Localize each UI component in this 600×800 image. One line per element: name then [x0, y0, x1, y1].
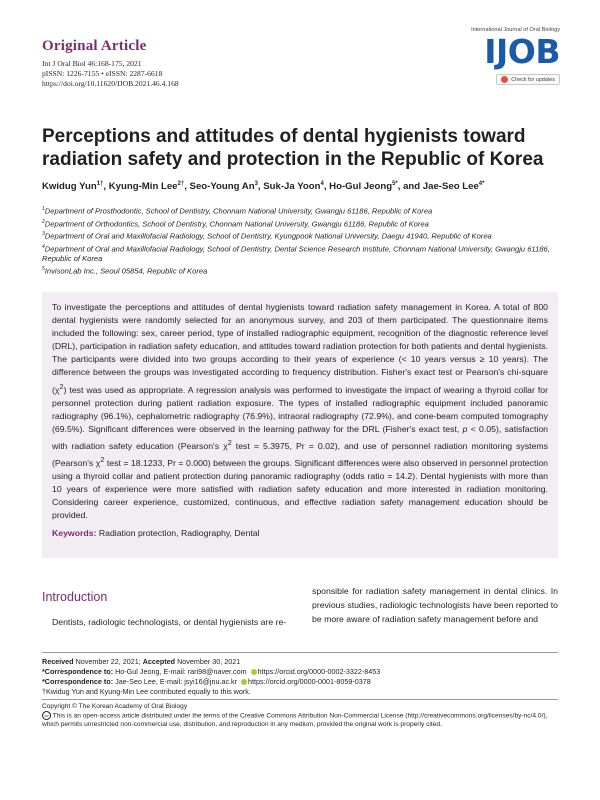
citation: Int J Oral Biol 46:168-175, 2021: [42, 59, 142, 68]
author-sup: 4*: [478, 181, 485, 187]
license-note: [42, 711, 558, 729]
correspondence-contact: Jae-Seo Lee, E-mail: jsyi16@jnu.ac.kr: [115, 677, 238, 686]
footer-divider: [42, 699, 558, 700]
affiliation: [42, 242, 562, 265]
doi-link[interactable]: https://doi.org/10.11620/IJOB.2021.46.4.168: [42, 79, 179, 88]
check-updates-label: Check for updates: [511, 76, 555, 83]
author-sup: 4: [320, 181, 324, 187]
correspondence-label: *Correspondence to:: [42, 677, 114, 686]
journal-branding: [460, 27, 560, 88]
license-text: This is an open-access article distributed under the terms of the Creative Commons Attribution Non-Commercial License (http://creativecommons.org/licenses/by-nc/4.0/), which permits unrestricted non-commercial use, distribution, and reproduction in any medium, provided the original work is properly cited.: [42, 712, 548, 729]
dates-line: [42, 657, 558, 667]
equal-contribution-note: †Kwidug Yun and Kyung-Min Lee contributed equally to this work.: [42, 687, 251, 696]
author: Kwidug Yun: [42, 181, 97, 193]
author: Jae-Seo Lee: [422, 181, 479, 193]
creative-commons-icon: cc: [42, 711, 51, 720]
abstract-box: [42, 292, 558, 558]
article-title: Perceptions and attitudes of dental hygienists toward radiation safety and protection in the Republic of Korea: [42, 126, 544, 170]
author: Seo-Young An: [189, 181, 255, 193]
correspondence-contact: Ho-Gul Jeong, E-mail: rari98@naver.com: [115, 667, 247, 676]
affiliation-sup: 2: [42, 218, 45, 225]
affiliation: [42, 217, 562, 230]
affiliation: [42, 229, 562, 242]
journal-name: International Journal of Oral Biology: [471, 27, 560, 33]
keywords: [52, 528, 548, 538]
introduction-heading: Introduction: [42, 590, 108, 604]
received-label: Received: [42, 657, 74, 666]
check-updates-icon: [501, 76, 508, 83]
author: Ho-Gul Jeong: [329, 181, 393, 193]
citation-block: [42, 59, 179, 89]
accepted-date: November 30, 2021: [177, 657, 241, 666]
chi-sup: 2: [100, 454, 105, 464]
header-left: [42, 38, 179, 89]
abstract-part: test = 5.3975, Pr = 0.02), and use of personnel radiation monitoring systems (Pearson's: [52, 440, 549, 468]
journal-logo: IJOB: [484, 32, 560, 71]
chi-sup: 2: [59, 381, 64, 391]
orcid-icon: [251, 669, 257, 675]
author-sup: 1†: [96, 181, 104, 187]
chi-symbol: χ: [223, 440, 228, 451]
affiliation-sup: 4: [42, 243, 45, 250]
p-symbol: p: [462, 423, 468, 434]
abstract-text: [52, 301, 548, 522]
author-sup: 3: [254, 181, 258, 187]
abstract-part: < 0.05), satisfaction with radiation safety education (Pearson's: [52, 423, 548, 451]
accepted-label: Accepted: [142, 657, 176, 666]
affiliation: [42, 264, 562, 277]
affiliation-text: Department of Prosthodontic, School of Dentistry, Chonnam National University, Gwangju 61186, Republic of Korea: [44, 206, 433, 216]
section-label: Original Article: [42, 38, 147, 54]
keywords-label: Keywords:: [52, 528, 97, 539]
issn: pISSN: 1226-7155 • eISSN: 2287-6618: [42, 69, 163, 78]
correspondence-label: *Correspondence to:: [42, 667, 114, 676]
affiliation-sup: 1: [42, 206, 45, 212]
affiliation-list: [42, 204, 562, 277]
received-date: November 22, 2021;: [75, 657, 141, 666]
footnotes: [42, 657, 558, 697]
affiliation-sup: 5: [42, 266, 45, 273]
author-list: Kwidug Yun$^{1\dagger}$, Kyung-Min Lee$^{2\dagger}$, Seo-Young An$^3$, Suk-Ja Yoon$^4$, Ho-Gul Jeong$^{5*}$, and Jae-Seo Lee$^{4*}$: [42, 181, 485, 193]
chi-symbol: χ: [95, 457, 101, 468]
orcid-link[interactable]: https://orcid.org/0000-0002-3322-8453: [257, 667, 381, 676]
body-column-right: sponsible for radiation safety management in dental clinics. In previous studies, radiologic technologists have been reported to be more aware of radiation safety management before and: [312, 586, 558, 624]
affiliation-text: Department of Oral and Maxillofacial Radiology, School of Dentistry, Kyungpook National University, Daegu 41940, Republic of Korea: [44, 231, 492, 241]
footer-divider: [42, 652, 558, 653]
correspondence-1: [42, 667, 558, 677]
affiliation-sup: 3: [42, 231, 45, 238]
correspondence-2: [42, 677, 558, 687]
author-sup: 5*: [392, 181, 398, 187]
copyright-block: [42, 702, 558, 729]
abstract-part: ) test was used as appropriate. A regression analysis was performed to investigate the impact of wearing a thyroid collar for personnel protection during patient radiation exposure. The types of installed radiographic equipment included panoramic radiography (96.1%), cephalometric radiography (76.9%), intraoral radiography (72.9%), and cone-beam computed tomography (69.5%). Significant differences were observed in the learning pathway for the DRL (Fisher's exact test,: [52, 384, 548, 434]
affiliation-text: Department of Orthodontics, School of Dentistry, Chonnam National University, Gwangju 61186, Republic of Korea: [44, 219, 429, 229]
orcid-icon: [241, 679, 247, 685]
body-column-left: Dentists, radiologic technologists, or dental hygienists are re-: [52, 617, 287, 627]
abstract-part: test = 18.1233, Pr = 0.000) between the groups. Significant differences were also observed in personnel protection using a thyroid collar and patient protection during panoramic radiography (odds ratio = 14.2). Dental hygienists with more than 10 years of experience were more satisfied with radiation safety education and more interested in radiation monitoring. Considering career experience, customized, continuous, and effective radiation safety management education should be provided.: [52, 457, 548, 521]
author: Suk-Ja Yoon: [263, 181, 321, 193]
orcid-link[interactable]: https://orcid.org/0000-0001-8059-0378: [248, 677, 371, 686]
keywords-list: Radiation protection, Radiography, Dental: [98, 528, 260, 539]
chi-symbol: χ: [54, 384, 60, 395]
check-for-updates-button[interactable]: [496, 74, 560, 85]
affiliation-text: Department of Oral and Maxillofacial Radiology, School of Dentistry, Dental Science Research Institute, Chonnam National University, Gwangju 61186, Republic of Korea: [42, 244, 550, 264]
chi-sup: 2: [227, 437, 232, 447]
affiliation-text: InvisonLab Inc., Seoul 05854, Republic of Korea: [44, 266, 208, 276]
abstract-part: To investigate the perceptions and attitudes of dental hygienists toward radiation safety management in Korea. A total of 800 dental hygienists were randomly selected for an anonymous survey, and 203 of them participated. The questionnaire items included the following: sex, career period, type of installed radiographic equipment, recognition of the diagnostic reference level (DRL), participation in radiation safety education, and attitudes toward radiation protection for both patients and dental hygienists. The participants were divided into two groups according to their years of experience (< 10 years versus ≥ 10 years). The difference between the groups was investigated according to frequency distribution. Fisher's exact test or Pearson's chi-square (: [52, 302, 548, 395]
author: Kyung-Min Lee: [108, 181, 178, 193]
author-sup: 2†: [177, 181, 185, 187]
copyright: Copyright © The Korean Academy of Oral Biology: [42, 703, 188, 710]
affiliation: [42, 204, 562, 217]
